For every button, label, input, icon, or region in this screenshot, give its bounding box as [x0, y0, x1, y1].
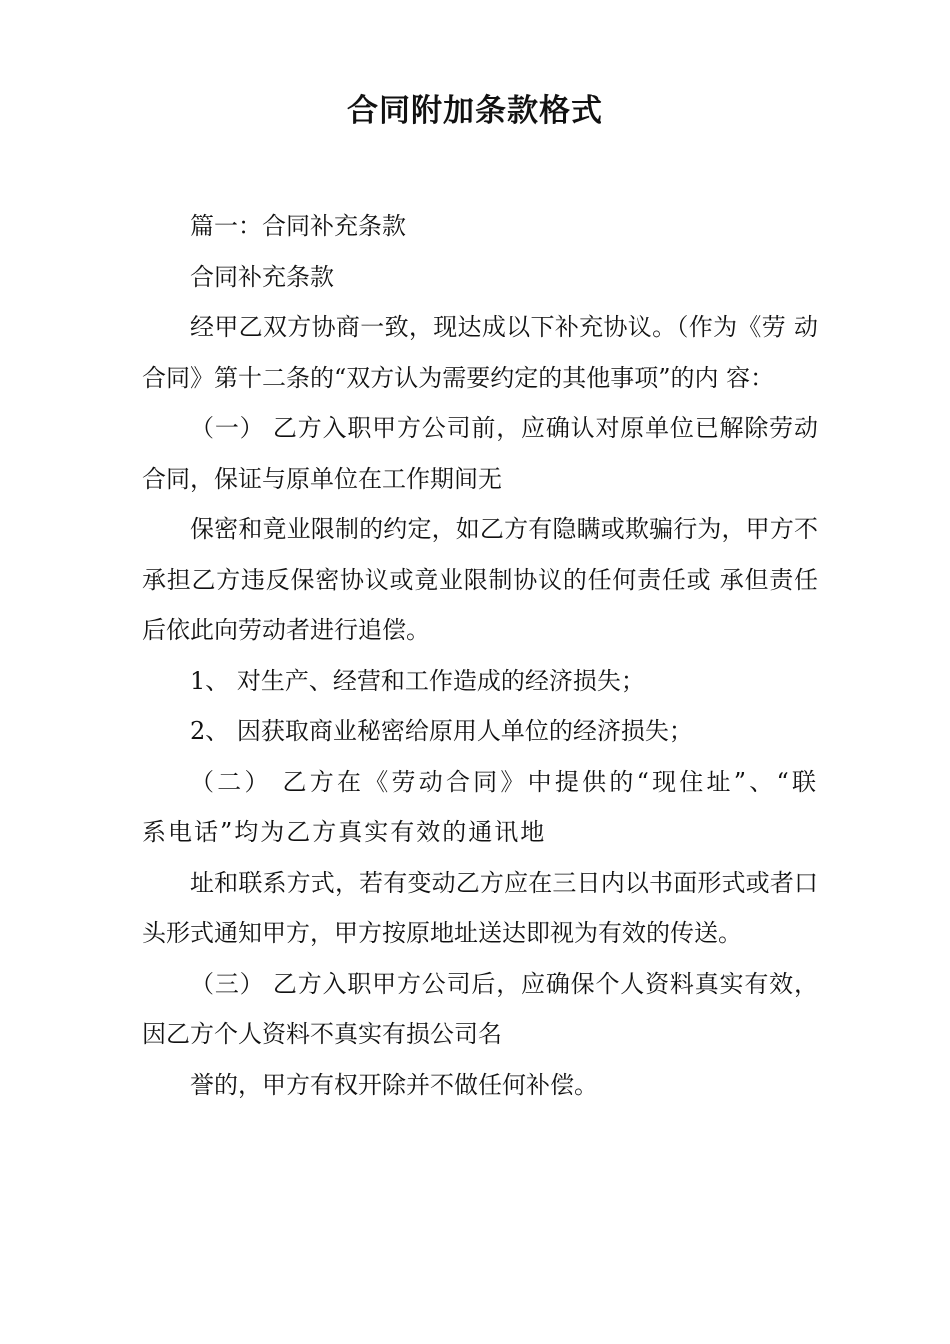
paragraph-list-item-2: 2、 因获取商业秘密给原用人单位的经济损失；: [190, 717, 693, 745]
paragraph-intro: 经甲乙双方协商一致，现达成以下补充协议。（作为《劳 动合同》第十二条的“双方认为需要约定的其他事项”的内 容：: [142, 313, 818, 392]
paragraph-section-heading: 篇一：合同补充条款: [190, 212, 406, 240]
paragraph-list-item-1: 1、 对生产、经营和工作造成的经济损失；: [190, 666, 645, 695]
document-title: 合同附加条款格式: [347, 93, 603, 129]
paragraph-subheading: 合同补充条款: [190, 262, 334, 291]
paragraph-clause-3-continued: 誉的，甲方有权开除并不做任何补偿。: [190, 1070, 598, 1099]
paragraph-clause-3: （三） 乙方入职甲方公司后，应确保个人资料真实有效，因乙方个人资料不真实有损公司名: [142, 969, 818, 1048]
document-body: [142, 201, 818, 1110]
paragraph-clause-2: （二） 乙方在《劳动合同》中提供的“现住址”、“联 系电话”均为乙方真实有效的通讯地: [142, 767, 818, 846]
paragraph-clause-1: （一） 乙方入职甲方公司前，应确认对原单位已解除劳动合同，保证与原单位在工作期间无: [142, 414, 818, 493]
paragraph-clause-2-continued: 址和联系方式，若有变动乙方应在三日内以书面形式或者口头形式通知甲方，甲方按原地址送达即视为有效的传送。: [142, 868, 818, 947]
paragraph-clause-1-continued: 保密和竟业限制的约定，如乙方有隐瞒或欺骗行为，甲方不承担乙方违反保密协议或竟业限制协议的任何责任或 承但责任后依此向劳动者进行追偿。: [142, 515, 818, 644]
